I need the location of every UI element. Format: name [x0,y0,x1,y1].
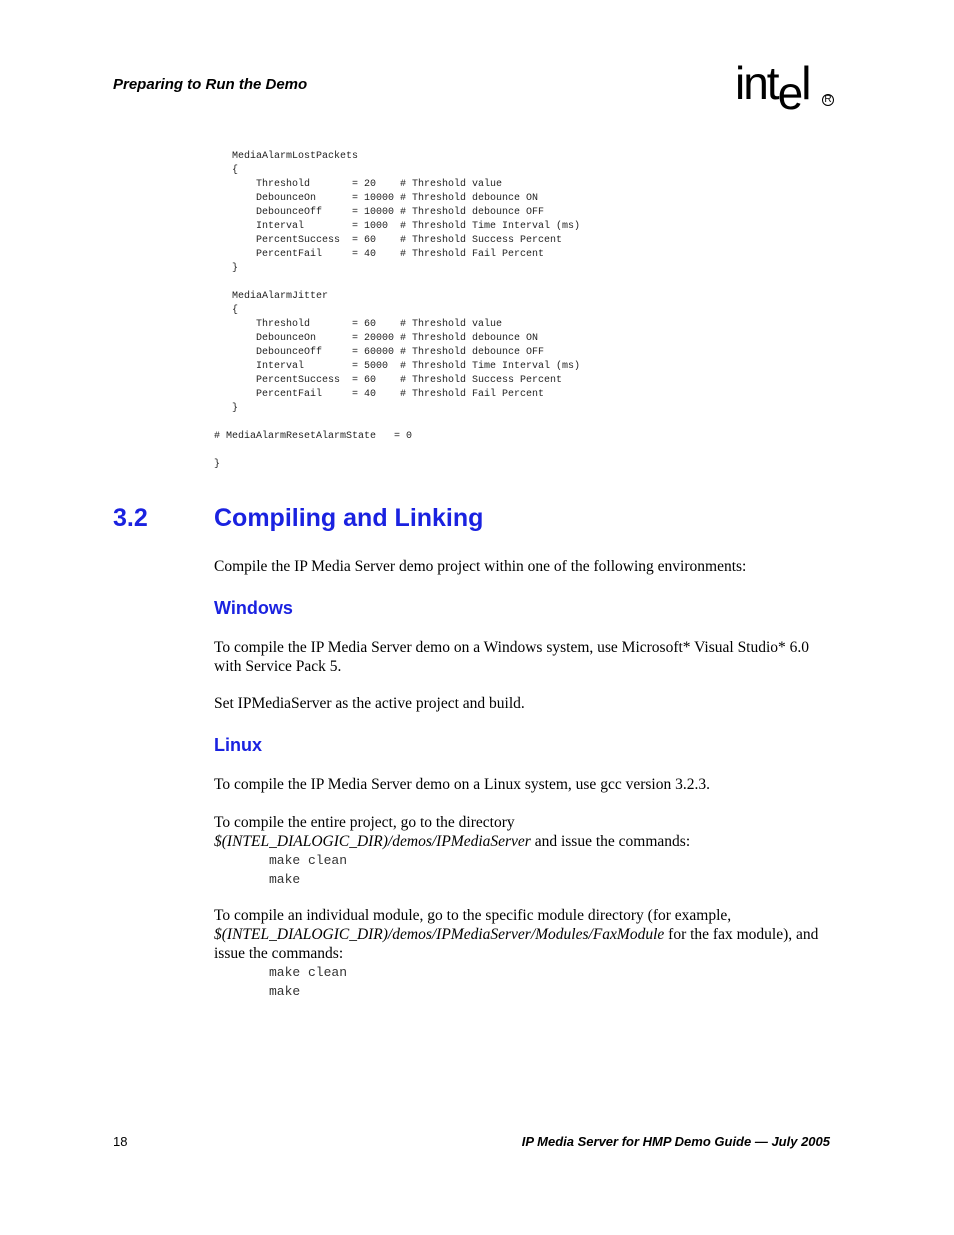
logo-text-l: l [801,57,810,109]
section-title: Compiling and Linking [214,504,484,532]
linux-paragraph-1: To compile the IP Media Server demo on a Linux system, use gcc version 3.2.3. [214,776,710,793]
config-code-listing: MediaAlarmLostPackets { Threshold = 20 # Threshold value DebounceOn = 10000 # Threshold debounce ON DebounceOff = 10000 # Threshold debounce OFF Interval = 1000 # Threshold Time Interval (ms) PercentSuccess = 60 # Threshold Success Percent PercentFail = 40 # Threshold Fail Percent } MediaAlarmJitter { Threshold = 60 # Threshold value DebounceOn = 20000 # Threshold debounce ON DebounceOff = 60000 # Threshold debounce OFF Interval = 5000 # Threshold Time Interval (ms) PercentSuccess = 60 # Threshold Success Percent PercentFail = 40 # Threshold Fail Percent } # MediaAlarmResetAlarmState = 0 } [214,151,581,470]
windows-paragraph-2: Set IPMediaServer as the active project and build. [214,695,525,712]
linux-paragraph-3-text-a: To compile an individual module, go to the specific module directory (for example, [214,907,732,924]
linux-paragraph-2-text-b: and issue the commands: [530,833,691,850]
intel-logo [735,57,832,119]
section-heading [113,504,483,533]
page-number: 18 [113,1134,128,1149]
logo-text-e: e [777,67,802,119]
linux-paragraph-3-text-b: for the fax module), and issue the commands: [214,926,819,962]
command-make: make [269,872,301,887]
windows-heading: Windows [214,598,293,618]
linux-paragraph-2-text-a: To compile the entire project, go to the directory [214,814,515,831]
command-make-module: make [269,984,301,999]
windows-paragraph-1: To compile the IP Media Server demo on a Windows system, use Microsoft* Visual Studio* 6.0 with Service Pack 5. [214,639,810,675]
linux-paragraph-2 [214,813,834,851]
logo-text-int: int [735,57,778,109]
command-make-clean-module: make clean [269,965,348,980]
section-number: 3.2 [113,504,148,532]
linux-directory-path: $(INTEL_DIALOGIC_DIR)/demos/IPMediaServer [214,833,531,850]
registered-mark: R [822,94,834,106]
linux-heading: Linux [214,735,262,755]
command-make-clean: make clean [269,853,348,868]
module-directory-path: $(INTEL_DIALOGIC_DIR)/demos/IPMediaServer/Modules/FaxModule [214,926,665,943]
linux-paragraph-3 [214,906,834,963]
section-intro: Compile the IP Media Server demo project within one of the following environments: [214,558,747,575]
running-head: Preparing to Run the Demo [113,76,308,93]
footer-doc-title: IP Media Server for HMP Demo Guide — July 2005 [521,1134,830,1149]
